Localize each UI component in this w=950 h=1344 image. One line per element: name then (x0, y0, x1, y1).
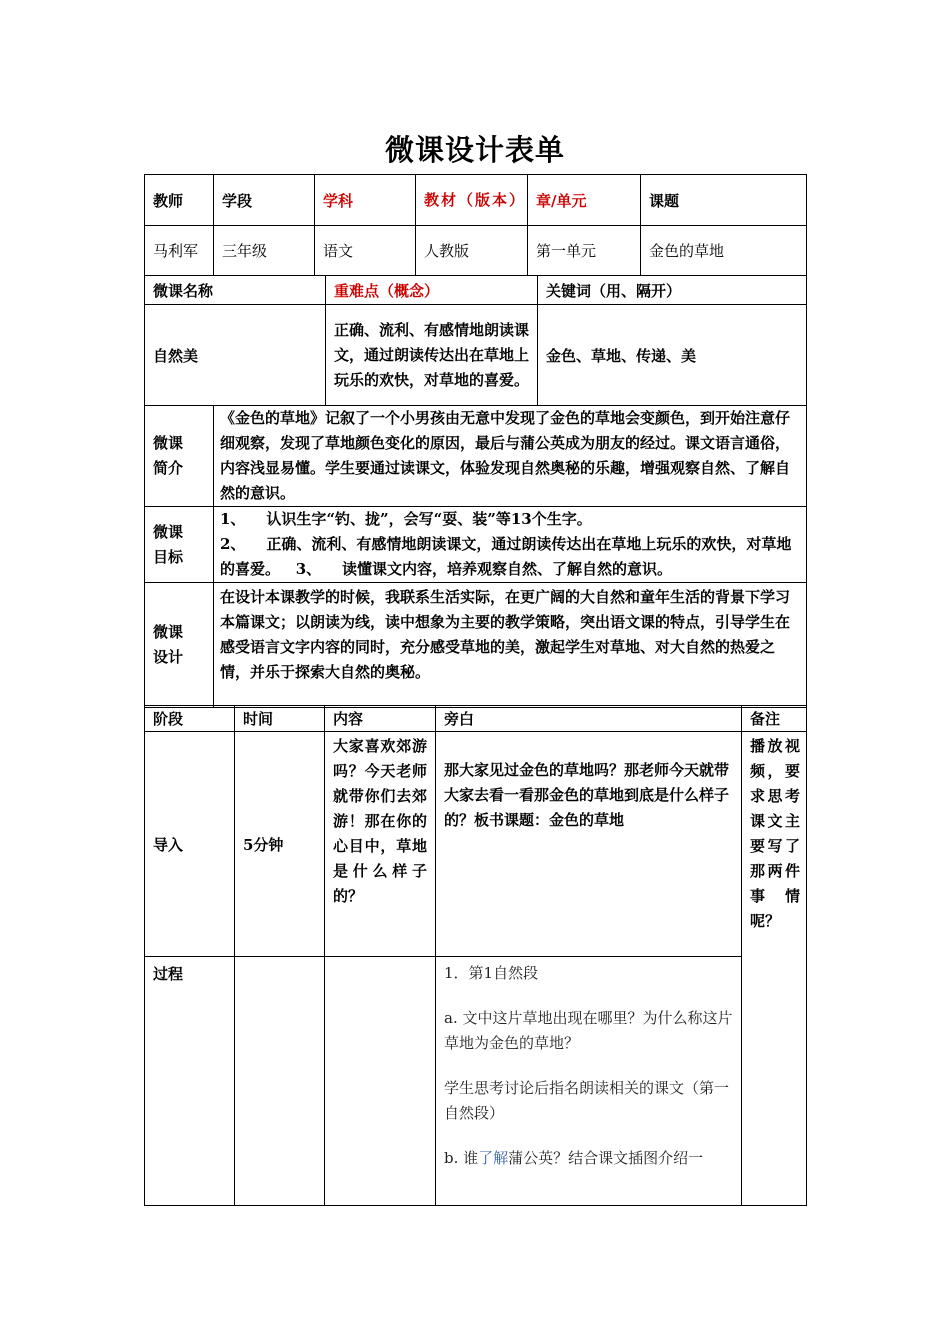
process-question-b-end: 蒲公英？结合课文插图介绍一 (508, 1149, 704, 1167)
intro-text: 《金色的草地》记叙了一个小男孩由无意中发现了金色的草地会变颜色，到开始注意仔细观察，发现了草地颜色变化的原因，最后与蒲公英成为朋友的经过。课文语言通俗，内容浅显易懂。学生要通过读课文，体验发现自然奥秘的乐趣，增强观察自然、了解自然的意识。 (214, 406, 807, 507)
design-label-line1: 微课 (153, 623, 184, 641)
process-step-1: 1．第1自然段 (444, 964, 539, 982)
design-row (145, 583, 807, 708)
goal-item-3-number: 3、 (295, 560, 322, 578)
topic-value: 金色的草地 (641, 226, 807, 276)
info-table (144, 174, 807, 276)
lesson-name-header-row (145, 276, 807, 305)
goals-label (145, 507, 214, 583)
intro-label (145, 406, 214, 507)
intro-label-line2: 简介 (153, 459, 184, 477)
textbook-version-label: 教材（版本） (424, 190, 527, 209)
stage-header: 学段 (214, 175, 315, 226)
process-stage-row (145, 957, 807, 1206)
stage-value: 三年级 (214, 226, 315, 276)
goals-row (145, 507, 807, 583)
intro-row (145, 406, 807, 507)
goal-item-2-number: 2、 (220, 535, 246, 553)
keywords-header: 关键词（用、隔开） (538, 276, 807, 305)
process-question-b-link: 了解 (478, 1149, 509, 1167)
keywords-value: 金色、草地、传递、美 (538, 305, 807, 406)
goals-text (214, 507, 807, 583)
process-remarks-header: 备注 (742, 706, 807, 732)
goal-item-1-number: 1、 (220, 510, 246, 528)
lesson-name-value: 自然美 (145, 305, 326, 406)
process-narration-cell (436, 957, 742, 1206)
process-question-a: a. 文中这片草地出现在哪里？为什么称这片草地为金色的草地？ (444, 1009, 733, 1052)
textbook-version-header (416, 175, 528, 226)
key-points-header: 重难点（概念） (326, 276, 538, 305)
process-content-cell (325, 957, 436, 1206)
lesson-name-header: 微课名称 (145, 276, 326, 305)
process-time-header: 时间 (235, 706, 325, 732)
goals-label-line2: 目标 (153, 547, 184, 566)
goal-item-2-text: 正确、流利、有感情地朗读课文，通过朗读传达出在草地上玩乐的欢快，对草地的喜爱。 (220, 535, 792, 578)
intro-stage-cell: 导入 (145, 732, 235, 957)
process-table (144, 705, 807, 1206)
key-points-value: 正确、流利、有感情地朗读课文，通过朗读传达出在草地上玩乐的欢快，对草地的喜爱。 (326, 305, 538, 406)
process-question-b (444, 1146, 733, 1171)
process-header-row (145, 706, 807, 732)
teacher-value: 马利军 (145, 226, 214, 276)
intro-content-cell: 大家喜欢郊游吗？今天老师就带你们去郊游！那在你的心目中，草地是什么样子的？ (325, 732, 436, 957)
process-question-b-start: b. 谁 (444, 1149, 479, 1167)
process-content-header: 内容 (325, 706, 436, 732)
design-label (145, 583, 214, 708)
process-stage-header: 阶段 (145, 706, 235, 732)
chapter-unit-header: 章/单元 (528, 175, 641, 226)
teacher-header: 教师 (145, 175, 214, 226)
goal-item-1 (220, 507, 800, 532)
info-header-row (145, 175, 807, 226)
topic-header: 课题 (641, 175, 807, 226)
lesson-name-table (144, 275, 807, 406)
page-title: 微课设计表单 (384, 133, 565, 167)
process-narration-header: 旁白 (436, 706, 742, 732)
goals-label-line1: 微课 (153, 522, 184, 541)
goal-item-1-text: 认识生字“钓、拢”，会写“耍、装”等13个生字。 (266, 510, 592, 528)
intro-time-cell: 5分钟 (235, 732, 325, 957)
intro-stage-row (145, 732, 807, 957)
subject-header: 学科 (315, 175, 416, 226)
goal-item-2-3 (220, 532, 800, 582)
process-stage-cell: 过程 (145, 957, 235, 1206)
info-value-row (145, 226, 807, 276)
process-student-activity: 学生思考讨论后指名朗读相关的课文（第一自然段） (444, 1079, 730, 1122)
goal-item-3-text: 读懂课文内容，培养观察自然、了解自然的意识。 (342, 560, 673, 578)
intro-narration-cell: 那大家见过金色的草地吗？那老师今天就带大家去看一看那金色的草地到底是什么样子的？板书课题：金色的草地 (436, 732, 742, 957)
lesson-name-value-row (145, 305, 807, 406)
design-text: 在设计本课教学的时候，我联系生活实际，在更广阔的大自然和童年生活的背景下学习本篇课文；以朗读为线，读中想象为主要的教学策略，突出语文课的特点，引导学生在感受语言文字内容的同时，充分感受草地的美，激起学生对草地、对大自然的热爱之情，并乐于探索大自然的奥秘。 (214, 583, 807, 708)
textbook-version-value: 人教版 (416, 226, 528, 276)
chapter-unit-value: 第一单元 (528, 226, 641, 276)
subject-value: 语文 (315, 226, 416, 276)
description-table (144, 405, 807, 708)
design-label-line2: 设计 (153, 648, 184, 666)
intro-label-line1: 微课 (153, 434, 184, 452)
process-time-cell (235, 957, 325, 1206)
remarks-cell: 播放视频，要求思考课文主要写了那两件事情呢？ (742, 732, 807, 1206)
